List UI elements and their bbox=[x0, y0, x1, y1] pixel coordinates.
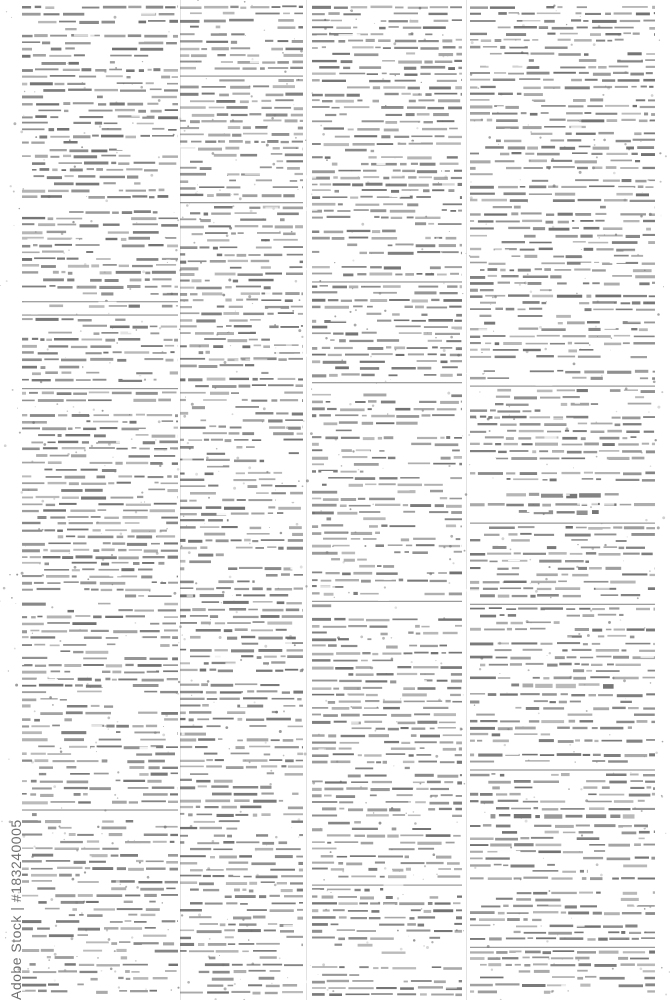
stock-watermark: Adobe Stock | #183240005 bbox=[8, 819, 24, 1000]
